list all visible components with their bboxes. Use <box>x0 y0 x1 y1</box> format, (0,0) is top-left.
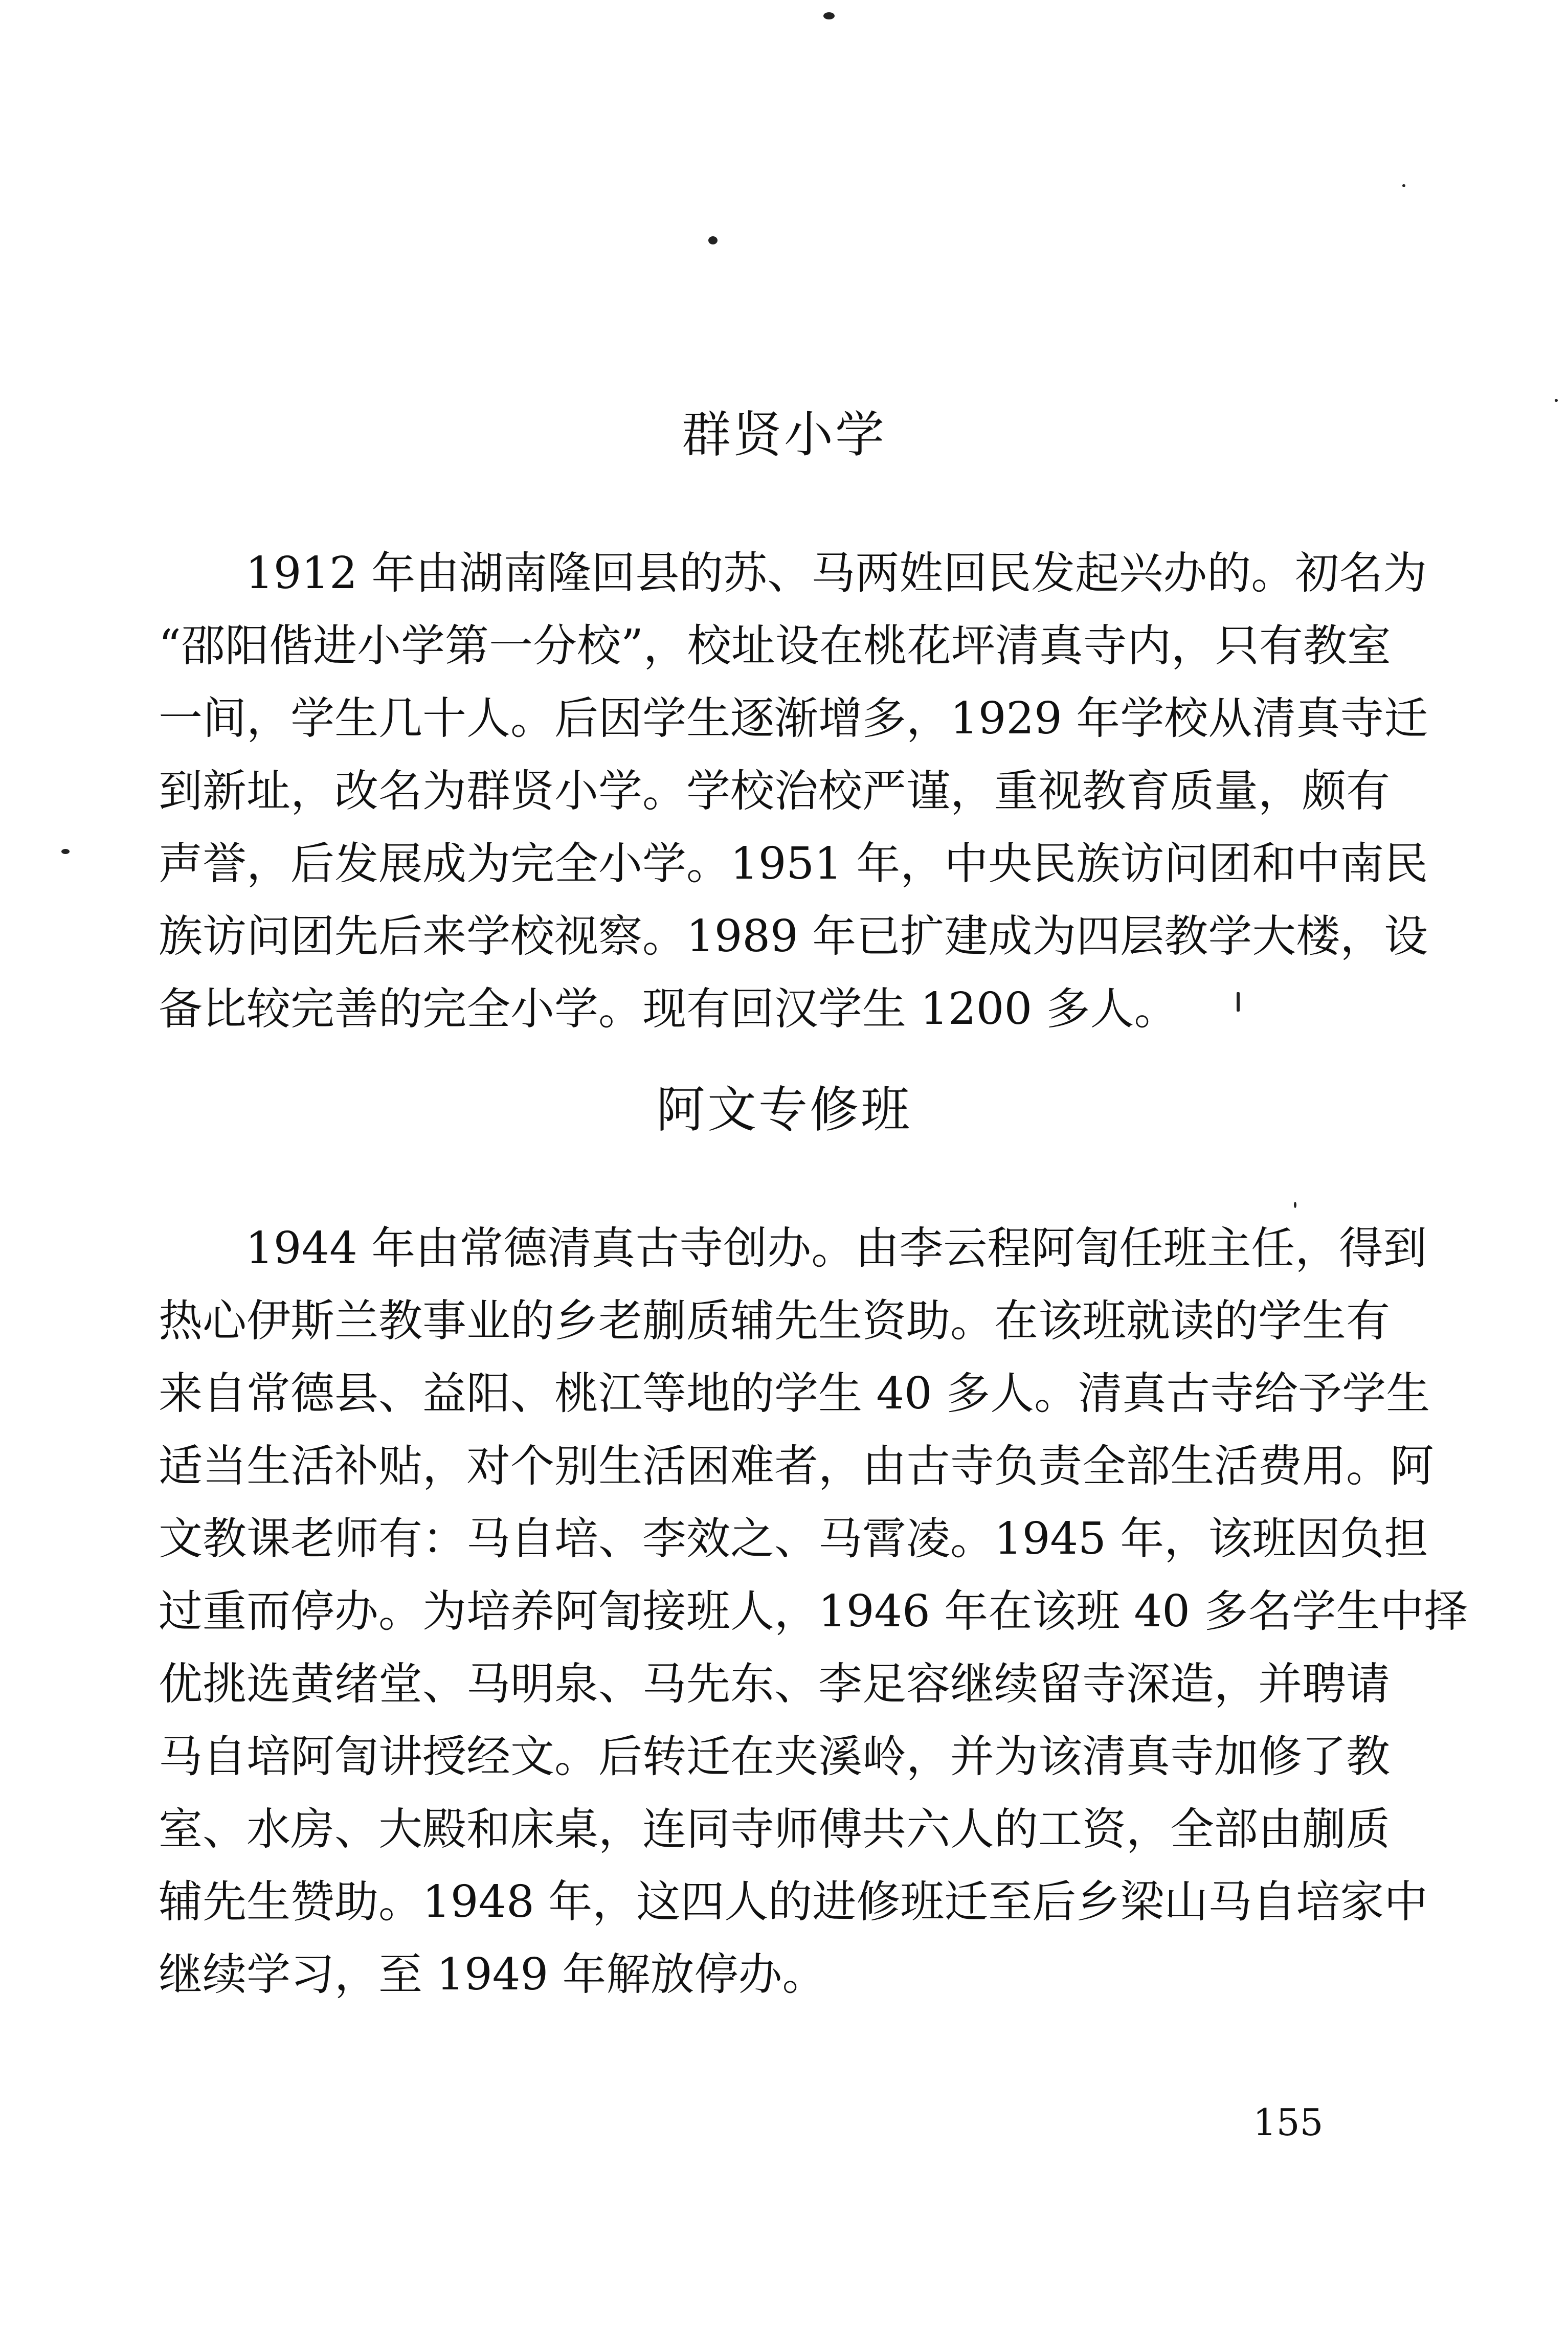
text-line: 热心伊斯兰教事业的乡老蒯质辅先生资助。在该班就读的学生有 <box>159 1295 1390 1347</box>
scan-speck <box>1294 1202 1296 1208</box>
scan-speck <box>708 236 718 244</box>
text-line: 到新址，改名为群贤小学。学校治校严谨，重视教育质量，颇有 <box>159 766 1390 817</box>
scan-speck <box>61 849 70 854</box>
text-line: 族访问团先后来学校视察。1989 年已扩建成为四层教学大楼，设 <box>159 911 1428 962</box>
section-title: 群贤小学 <box>682 406 886 463</box>
text-line: 优挑选黄绪堂、马明泉、马先东、李足容继续留寺深造，并聘请 <box>159 1659 1390 1710</box>
section-body <box>159 1212 1468 2011</box>
scan-speck <box>1402 184 1405 187</box>
text-line: 继续学习，至 1949 年解放停办。 <box>159 1949 826 2000</box>
section-body <box>159 537 1428 1045</box>
text-line: 声誉，后发展成为完全小学。1951 年，中央民族访问团和中南民 <box>159 838 1428 889</box>
text-line: 一间，学生几十人。后因学生逐渐增多，1929 年学校从清真寺迁 <box>159 693 1428 744</box>
text-line: 来自常德县、益阳、桃江等地的学生 40 多人。清真古寺给予学生 <box>159 1368 1430 1419</box>
scan-speck <box>823 12 835 19</box>
text-line: 1912 年由湖南隆回县的苏、马两姓回民发起兴办的。初名为 <box>245 548 1427 599</box>
text-line: 文教课老师有：马自培、李效之、马霄凌。1945 年，该班因负担 <box>159 1513 1428 1564</box>
text-line: 适当生活补贴，对个别生活困难者，由古寺负责全部生活费用。阿 <box>159 1441 1434 1492</box>
page-number: 155 <box>1253 2101 1324 2144</box>
text-line: 马自培阿訇讲授经文。后转迁在夹溪岭，并为该清真寺加修了教 <box>159 1731 1390 1782</box>
text-line: 辅先生赞助。1948 年，这四人的进修班迁至后乡梁山马自培家中 <box>159 1876 1428 1928</box>
text-line: 1944 年由常德清真古寺创办。由李云程阿訇任班主任，得到 <box>245 1223 1427 1274</box>
section-title: 阿文专修班 <box>656 1081 912 1138</box>
text-line: 室、水房、大殿和床桌，连同寺师傅共六人的工资，全部由蒯质 <box>159 1804 1390 1855</box>
text-line: 备比较完善的完全小学。现有回汉学生 1200 多人。 <box>159 983 1178 1035</box>
text-line: 过重而停办。为培养阿訇接班人，1946 年在该班 40 多名学生中择 <box>159 1586 1468 1637</box>
scan-speck <box>1555 399 1558 402</box>
text-line: “邵阳偕进小学第一分校”，校址设在桃花坪清真寺内，只有教室 <box>159 620 1391 671</box>
